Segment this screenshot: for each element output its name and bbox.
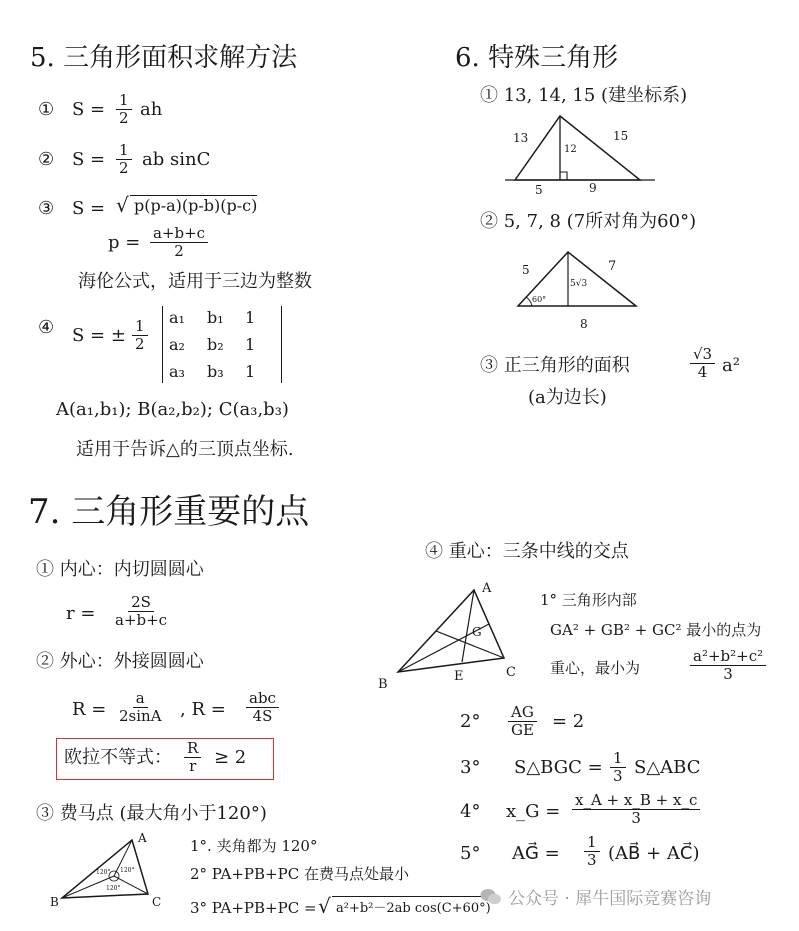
- circumradius-fraction-2: abc 4S: [246, 690, 279, 726]
- tri1-left-label: 13: [513, 131, 529, 145]
- formula-1-rest: ah: [140, 99, 163, 120]
- tri2-angle-label: 60°: [532, 295, 547, 304]
- equilateral-area-tail: a²: [722, 355, 740, 376]
- coordinate-note: 适用于告诉△的三顶点坐标.: [76, 439, 294, 460]
- fermat-item-2: 2° PA+PB+PC 在费马点处最小: [190, 865, 409, 883]
- centroid-label-b: B: [378, 677, 388, 692]
- formula-4-fraction: $\frac{1}{2}$: [132, 318, 148, 354]
- centroid-item-3-label: 3°: [460, 757, 481, 778]
- centroid-label-a: A: [482, 581, 492, 596]
- heron-sqrt: √ p(p-a)(p-b)(p-c): [130, 195, 257, 215]
- formula-2-rest: ab sinC: [142, 149, 211, 170]
- formula-3-p-fraction: $\frac{a+b+c}{2}$: [150, 225, 208, 261]
- formula-4-lhs: S = ±: [72, 325, 126, 346]
- centroid-item-5-label: 5°: [460, 843, 481, 864]
- watermark-text: 公众号 · 犀牛国际竞赛咨询: [508, 889, 712, 909]
- watermark: [480, 884, 711, 909]
- formula-2-label: ②: [38, 149, 55, 170]
- centroid-ratio-fraction: $\frac{AG}{GE}$: [508, 704, 537, 740]
- fermat-label-b: B: [50, 895, 59, 909]
- fermat-item-1: 1°. 夹角都为 120°: [190, 837, 318, 855]
- fermat-item-3: 3° PA+PB+PC =: [190, 899, 317, 917]
- centroid-label-c: C: [506, 665, 516, 680]
- euler-inequality-fraction: $\frac{R}{r}$: [184, 740, 201, 776]
- centroid-diagram: [378, 580, 528, 690]
- centroid-area-fraction: $\frac{1}{3}$: [610, 750, 626, 786]
- centroid-min-fraction: $\frac{\text{a²+b²+c²}}{3}$: [690, 648, 766, 684]
- fermat-sqrt: √ a²+b²－2ab cos(C+60°): [332, 896, 491, 916]
- formula-4-label: ④: [38, 317, 55, 338]
- wechat-icon: [480, 888, 502, 906]
- section-5-heading: 5. 三角形面积求解方法: [30, 43, 298, 73]
- fermat-label-a: A: [138, 831, 147, 845]
- euler-inequality-tail: ≥ 2: [214, 747, 247, 768]
- tri1-right-label: 15: [613, 129, 629, 143]
- vertex-coordinates: A(a₁,b₁); B(a₂,b₂); C(a₃,b₃): [56, 399, 289, 420]
- tri1-height-label: 12: [564, 144, 577, 155]
- centroid-item-1b: GA² + GB² + GC² 最小的点为: [550, 621, 762, 639]
- centroid-vector-tail: (AB⃗ + AC⃗): [608, 843, 700, 864]
- equilateral-area-note: (a为边长): [528, 387, 607, 408]
- centroid-item-1a: 1° 三角形内部: [540, 591, 637, 609]
- centroid-title: ④ 重心：三条中线的交点: [425, 541, 629, 562]
- triangle-13-14-15-diagram: [505, 112, 675, 197]
- centroid-area-tail: S△ABC: [634, 757, 701, 778]
- section-6-heading: 6. 特殊三角形: [455, 43, 619, 73]
- fermat-angle-1: 120°: [96, 869, 111, 876]
- fermat-label-c: C: [152, 895, 162, 909]
- tri2-right-label: 7: [608, 259, 617, 274]
- heron-note: 海伦公式，适用于三边为整数: [78, 271, 312, 292]
- tri2-base-label: 8: [580, 317, 588, 331]
- centroid-label-g: G: [472, 625, 482, 639]
- euler-inequality-text: 欧拉不等式：: [64, 747, 172, 768]
- centroid-item-2-label: 2°: [460, 711, 481, 732]
- centroid-label-e: E: [454, 669, 464, 684]
- centroid-item-4-label: 4°: [460, 801, 481, 822]
- centroid-vector-lhs: AG⃗ =: [512, 843, 560, 864]
- tri1-base-left-label: 5: [535, 183, 543, 197]
- fermat-angle-2: 120°: [120, 867, 135, 874]
- inradius-fraction: $\frac{2S}{a+b+c}$: [115, 593, 168, 630]
- special-triangle-1: ① 13, 14, 15 (建坐标系): [480, 85, 688, 106]
- special-triangle-2: ② 5, 7, 8 (7所对角为60°): [480, 211, 697, 232]
- section-7-heading: 7. 三角形重要的点: [28, 492, 310, 532]
- circumradius-fraction-1: $\frac{a}{2\sin A}$: [119, 689, 162, 726]
- circumradius-lhs: R =: [72, 699, 107, 720]
- centroid-coord-fraction: $\frac{x\_A + x\_B + x\_c}{3}$: [572, 792, 700, 828]
- equilateral-area-fraction: $\frac{√3}{4}$: [690, 346, 715, 382]
- fermat-point-diagram: [50, 831, 170, 914]
- formula-2-fraction: $\frac{1}{2}$: [116, 142, 132, 178]
- incenter-title: ① 内心：内切圆圆心: [36, 559, 204, 580]
- circumradius-lhs-2: , R =: [180, 699, 226, 720]
- determinant-matrix: a₁ b₁ 1 a₂ b₂ 1 a₃ b₃ 1: [162, 306, 282, 383]
- equilateral-area-text: ③ 正三角形的面积: [480, 355, 630, 376]
- centroid-ratio-tail: = 2: [552, 711, 585, 732]
- centroid-coord-lhs: x_G =: [506, 801, 561, 822]
- formula-3-label: ③: [38, 198, 55, 219]
- formula-1-lhs: S =: [72, 99, 106, 120]
- fermat-title: ③ 费马点 (最大角小于120°): [36, 803, 267, 824]
- fermat-angle-3: 120°: [106, 885, 121, 892]
- centroid-area-lhs: S△BGC =: [514, 757, 603, 778]
- circumcenter-title: ② 外心：外接圆圆心: [36, 651, 204, 672]
- centroid-item-1c: 重心，最小为: [550, 659, 641, 677]
- tri2-height-label: 5√3: [570, 279, 588, 289]
- tri2-left-label: 5: [522, 263, 530, 277]
- formula-2-lhs: S =: [72, 149, 106, 170]
- formula-1-label: ①: [38, 99, 55, 120]
- formula-3-p-lhs: p =: [108, 232, 141, 253]
- formula-3-lhs: S =: [72, 198, 106, 219]
- formula-1-fraction: $\frac{1}{2}$: [116, 92, 132, 128]
- inradius-lhs: r =: [66, 603, 96, 624]
- centroid-vector-fraction: $\frac{1}{3}$: [584, 834, 600, 870]
- triangle-5-7-8-diagram: [508, 248, 648, 331]
- tri1-base-right-label: 9: [589, 181, 597, 195]
